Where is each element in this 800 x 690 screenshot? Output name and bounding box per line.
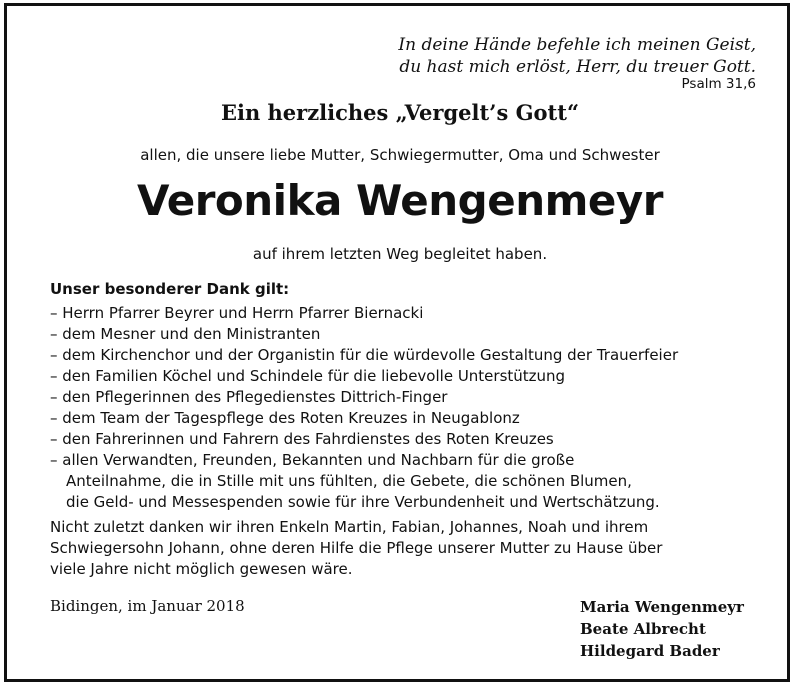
list-item: – Herrn Pfarrer Beyrer und Herrn Pfarrer Biernacki — [50, 304, 424, 322]
list-item-continuation: die Geld- und Messespenden sowie für ihre Verbundenheit und Wertschätzung. — [66, 493, 660, 511]
notice-title: Ein herzliches „Vergelt’s Gott“ — [220, 100, 580, 125]
intro-text: allen, die unsere liebe Mutter, Schwiegermutter, Oma und Schwester — [140, 146, 660, 164]
list-item: – den Pflegerinnen des Pflegedienstes Dittrich-Finger — [50, 388, 448, 406]
thanks-header: Unser besonderer Dank gilt: — [50, 280, 290, 298]
verse-source: Psalm 31,6 — [681, 76, 756, 92]
list-item: – dem Kirchenchor und der Organistin für die würdevolle Gestaltung der Trauerfeier — [50, 346, 679, 364]
list-item: – dem Team der Tagespflege des Roten Kreuzes in Neugablonz — [50, 409, 520, 427]
closing-line: Nicht zuletzt danken wir ihren Enkeln Martin, Fabian, Johannes, Noah und ihrem — [50, 518, 649, 536]
list-item: – dem Mesner und den Ministranten — [50, 325, 321, 343]
verse-line-1: In deine Hände befehle ich meinen Geist, — [398, 35, 756, 55]
signer-name: Hildegard Bader — [580, 642, 720, 660]
list-item: – allen Verwandten, Freunden, Bekannten und Nachbarn für die große — [50, 451, 575, 469]
closing-line: Schwiegersohn Johann, ohne deren Hilfe die Pflege unserer Mutter zu Hause über — [50, 539, 663, 557]
closing-line: viele Jahre nicht möglich gewesen wäre. — [50, 560, 353, 578]
signer-name: Beate Albrecht — [580, 620, 706, 638]
verse-line-2: du hast mich erlöst, Herr, du treuer Gott. — [399, 57, 756, 77]
list-item-continuation: Anteilnahme, die in Stille mit uns fühlten, die Gebete, die schönen Blumen, — [66, 472, 632, 490]
after-name-text: auf ihrem letzten Weg begleitet haben. — [252, 245, 548, 263]
signer-name: Maria Wengenmeyr — [580, 598, 744, 616]
place-date: Bidingen, im Januar 2018 — [50, 597, 245, 615]
list-item: – den Fahrerinnen und Fahrern des Fahrdienstes des Roten Kreuzes — [50, 430, 554, 448]
list-item: – den Familien Köchel und Schindele für die liebevolle Unterstützung — [50, 367, 566, 385]
thanks-list — [50, 303, 770, 513]
signers — [580, 596, 744, 662]
bible-verse — [398, 34, 756, 78]
deceased-name: Veronika Wengenmeyr — [137, 176, 663, 225]
closing-paragraph — [50, 517, 662, 580]
